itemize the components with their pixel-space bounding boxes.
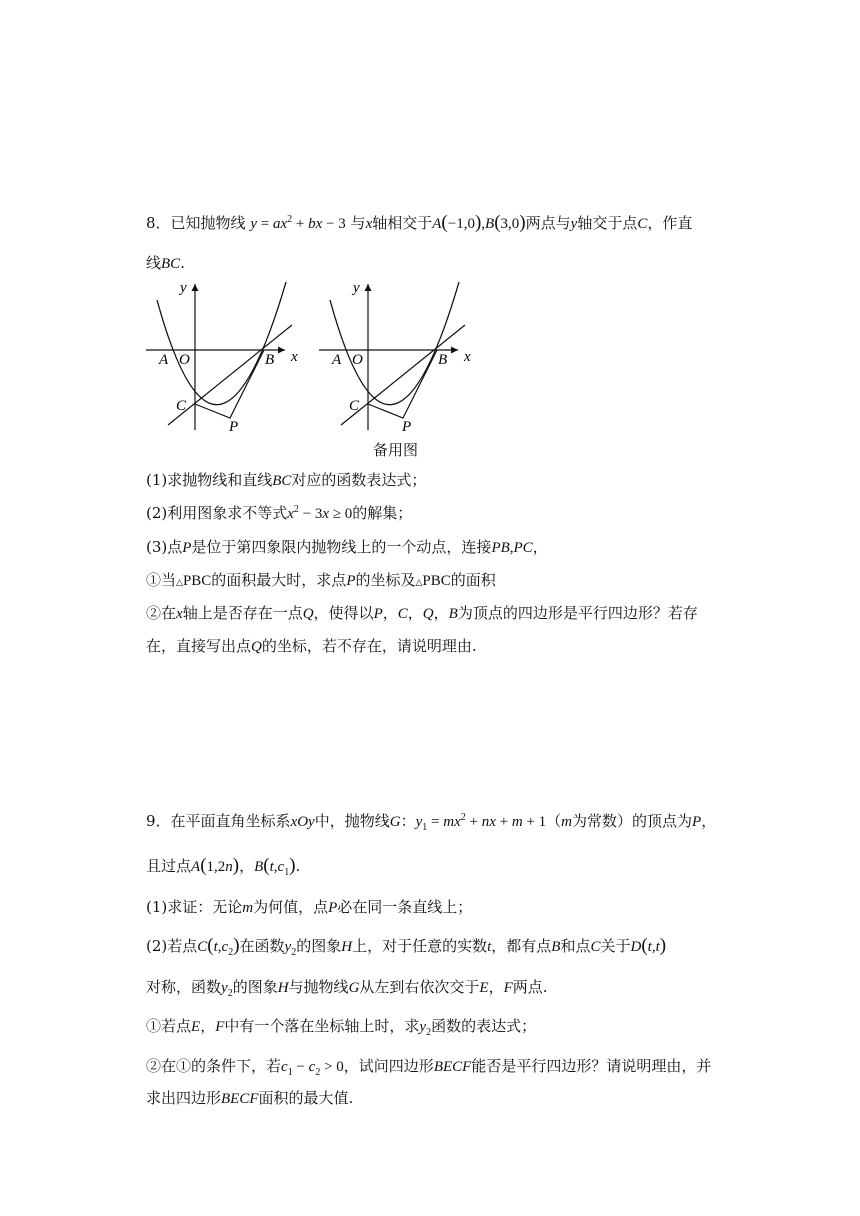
q9-number: 9． — [146, 812, 171, 830]
label-a: A — [159, 352, 169, 368]
label-x: x — [464, 349, 471, 365]
q8-sub2: (2)利用图象求不等式$x^2 - 3x \ge 0$的解集； — [146, 504, 413, 522]
q8-line-1: 8．已知抛物线 $y = ax^2$ + bx − 3 与x轴相交于A(−1,0),B(3,0)两点与y轴交于点C，作直 — [146, 212, 693, 233]
label-p: P — [229, 419, 239, 435]
line-bc — [341, 325, 465, 425]
parabola-curve — [157, 282, 286, 405]
label-x: x — [291, 349, 298, 365]
triangle-pbc — [368, 350, 437, 418]
q9-case2: ②在①的条件下，若$c_1 - c_2 > 0$，试问四边形BECF能否是平行四边形？请说明理由，并 — [146, 1057, 712, 1078]
q9-sub2-cont: 对称，函数$y_2$的图象H与抛物线G从左到右依次交于E，F两点. — [146, 978, 548, 999]
q8-sub3: (3)点P是位于第四象限内抛物线上的一个动点，连接PB,PC， — [146, 538, 548, 556]
label-y: y — [353, 280, 360, 296]
label-p: P — [402, 419, 412, 435]
parabola-figure — [140, 278, 310, 438]
q9-case1: ①若点E，F中有一个落在坐标轴上时，求$y_2$函数的表达式； — [146, 1017, 537, 1038]
q9-sub1: (1)求证：无论m为何值，点P必在同一条直线上； — [146, 898, 473, 916]
q8-case2-line1: ②在x轴上是否存在一点Q，使得以P，C，Q，B为顶点的四边形是平行四边形？若存 — [146, 604, 698, 622]
line-bc — [168, 325, 292, 425]
parabola-curve — [330, 282, 459, 405]
label-b: B — [265, 352, 275, 368]
backup-parabola-figure — [313, 278, 483, 438]
q9-line-1: 9．在平面直角坐标系xOy中，抛物线G：$y_1 = mx^2$ + nx + m + 1（m为常数）的顶点为P， — [146, 812, 717, 833]
q8-case1: ①当△PBC的面积最大时，求点P的坐标及△PBC的面积 — [146, 571, 496, 589]
label-a: A — [332, 352, 342, 368]
triangle-pbc — [195, 350, 264, 418]
q8-sub1: (1)求抛物线和直线BC对应的函数表达式； — [146, 471, 427, 489]
label-y: y — [180, 280, 187, 296]
label-o: O — [179, 352, 190, 368]
q9-line-2: 且过点A(1,2n)，$B(t,c_1)$. — [146, 855, 301, 878]
label-o: O — [352, 352, 363, 368]
q9-case2-cont: 求出四边形BECF面积的最大值. — [146, 1089, 354, 1107]
q9-sub2: (2)若点$C(t,c_2)$在函数$y_2$的图象H上，对于任意的实数t，都有点B和点C关于D(t,t) — [146, 935, 667, 958]
q8-line-2: 线BC. — [146, 254, 185, 272]
label-b: B — [438, 352, 448, 368]
q8-case2-line2: 在，直接写出点Q的坐标，若不存在，请说明理由. — [146, 637, 477, 655]
label-c: C — [349, 398, 360, 414]
label-c: C — [176, 398, 187, 414]
q8-number: 8． — [146, 214, 171, 232]
backup-figure-caption: 备用图 — [373, 441, 419, 459]
